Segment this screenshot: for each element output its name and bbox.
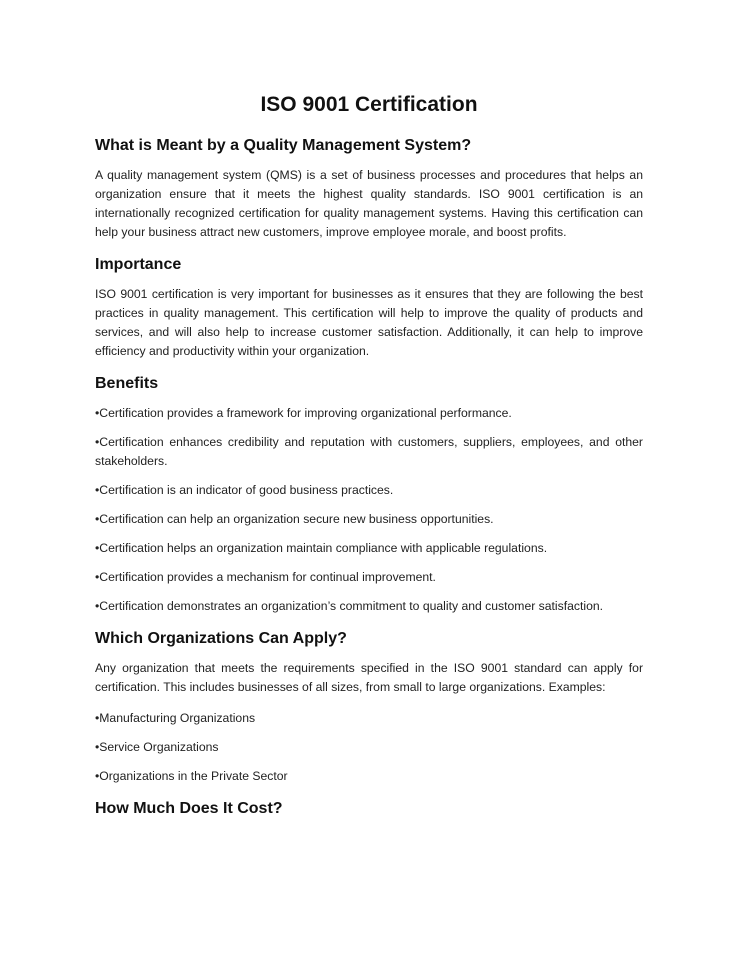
section-heading: What is Meant by a Quality Management System? <box>95 137 472 154</box>
section-paragraph: A quality management system (QMS) is a set of business processes and procedures that helps an organization ensure that it meets the highest quality standards. ISO 9001 certification is an internationally recognized certification for quality management systems. Having this certification can help your business attract new customers, improve employee morale, and boost profits. <box>95 168 643 239</box>
list-item: •Manufacturing Organizations <box>95 711 256 725</box>
list-item: •Certification helps an organization maintain compliance with applicable regulations. <box>95 541 548 555</box>
section-heading: Benefits <box>95 375 159 392</box>
list-item: •Certification provides a mechanism for continual improvement. <box>95 570 436 584</box>
section-benefits <box>95 373 643 616</box>
section-importance <box>95 254 643 361</box>
document-title: ISO 9001 Certification <box>260 93 478 116</box>
section-paragraph: ISO 9001 certification is very important for businesses as it ensures that they are following the best practices in quality management. This certification will help to improve the quality of products and services, and will also help to increase customer satisfaction. Additionally, it can help to improve efficiency and productivity within your organization. <box>95 287 643 358</box>
list-item: •Certification is an indicator of good business practices. <box>95 483 394 497</box>
section-qms <box>95 135 643 242</box>
list-item: •Certification can help an organization secure new business opportunities. <box>95 512 494 526</box>
list-item: •Service Organizations <box>95 740 219 754</box>
document-page <box>95 90 643 829</box>
list-item: •Certification demonstrates an organization’s commitment to quality and customer satisfaction. <box>95 599 604 613</box>
section-heading: How Much Does It Cost? <box>95 800 283 817</box>
section-heading: Importance <box>95 256 182 273</box>
section-who-can-apply <box>95 628 643 786</box>
benefits-list <box>95 404 643 616</box>
organizations-list <box>95 709 643 786</box>
section-paragraph: Any organization that meets the requirements specified in the ISO 9001 standard can apply for certification. This includes businesses of all sizes, from small to large organizations. Examples: <box>95 661 643 694</box>
section-heading: Which Organizations Can Apply? <box>95 630 347 647</box>
list-item: •Certification enhances credibility and reputation with customers, suppliers, employees, and other stakeholders. <box>95 435 643 468</box>
section-cost <box>95 798 643 820</box>
list-item: •Organizations in the Private Sector <box>95 769 288 783</box>
list-item: •Certification provides a framework for improving organizational performance. <box>95 406 512 420</box>
